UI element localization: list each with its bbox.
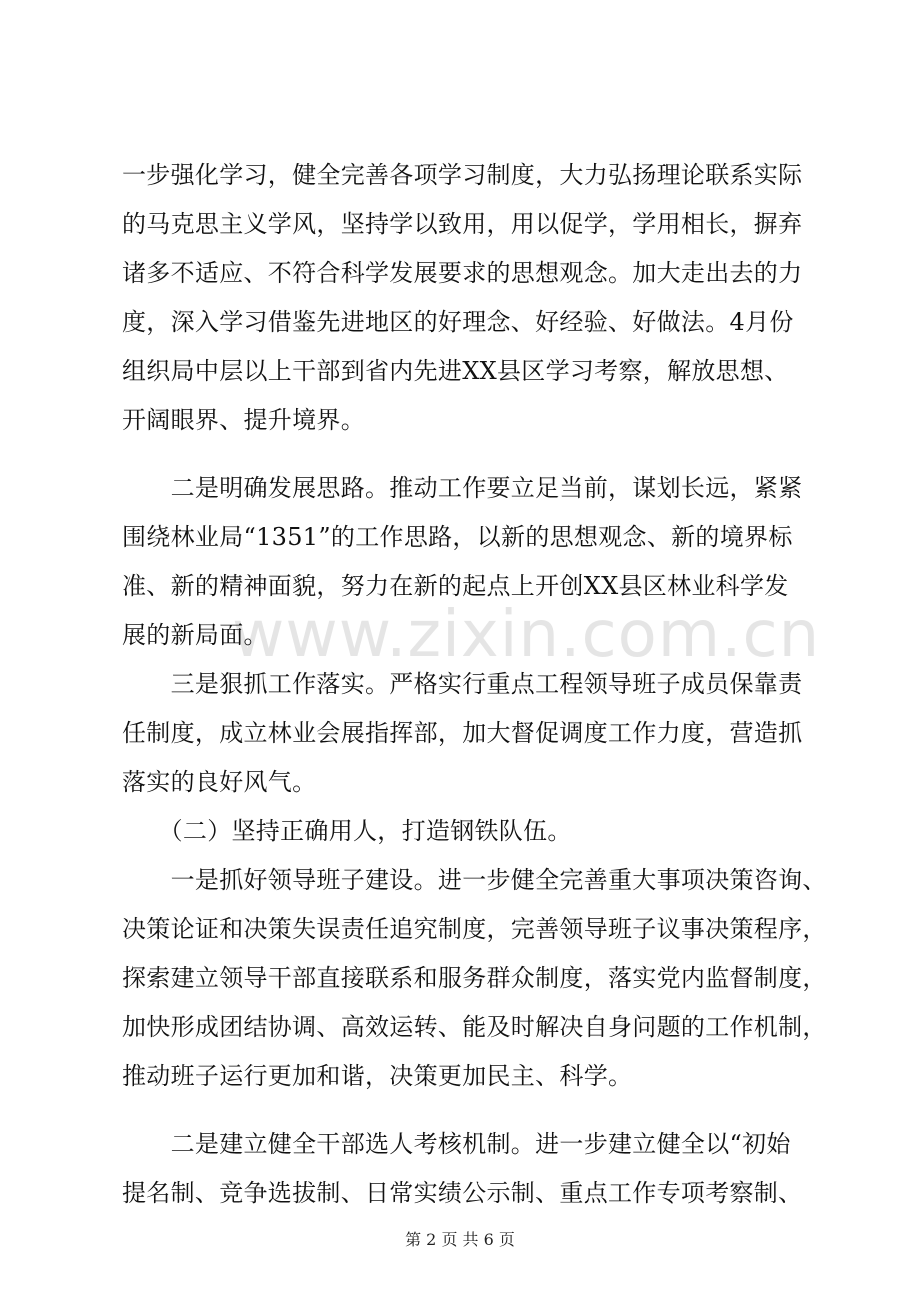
text-line: 一是抓好领导班子建设。进一步健全完善重大事项决策咨询、 xyxy=(122,866,827,894)
watermark: www.zixin.com.cn xyxy=(232,598,821,672)
text-line: 展的新局面。 xyxy=(122,621,268,649)
section-heading: （二）坚持正确用人，打造钢铁队伍。 xyxy=(122,817,572,845)
text-line: 二是明确发展思路。推动工作要立足当前，谋划长远，紧紧 xyxy=(122,474,803,502)
text-line: 一步强化学习，健全完善各项学习制度，大力弘扬理论联系实际 xyxy=(122,161,803,189)
page-number: 第 2 页 共 6 页 xyxy=(405,1230,515,1249)
text-line: 落实的良好风气。 xyxy=(122,768,317,796)
text-line: 推动班子运行更加和谐，决策更加民主、科学。 xyxy=(122,1062,633,1090)
text-line: 二是建立健全干部选人考核机制。进一步建立健全以“初始 xyxy=(122,1130,791,1158)
text-line: 开阔眼界、提升境界。 xyxy=(122,406,365,434)
text-line: 度，深入学习借鉴先进地区的好理念、好经验、好做法。4月份 xyxy=(122,308,794,336)
text-line: 准、新的精神面貌，努力在新的起点上开创XX县区林业科学发 xyxy=(122,572,789,600)
text-line: 决策论证和决策失误责任追究制度，完善领导班子议事决策程序， xyxy=(122,915,827,943)
text-line: 围绕林业局“1351”的工作思路，以新的思想观念、新的境界标 xyxy=(122,523,793,551)
text-line: 探索建立领导干部直接联系和服务群众制度，落实党内监督制度， xyxy=(122,964,827,992)
text-line: 提名制、竞争选拔制、日常实绩公示制、重点工作专项考察制、 xyxy=(122,1179,803,1207)
text-line: 组织局中层以上干部到省内先进XX县区学习考察，解放思想、 xyxy=(122,357,789,385)
text-line: 三是狠抓工作落实。严格实行重点工程领导班子成员保靠责 xyxy=(122,670,803,698)
text-line: 诸多不适应、不符合科学发展要求的思想观念。加大走出去的力 xyxy=(122,259,803,287)
text-line: 的马克思主义学风，坚持学以致用，用以促学，学用相长，摒弃 xyxy=(122,210,803,238)
text-line: 加快形成团结协调、高效运转、能及时解决自身问题的工作机制， xyxy=(122,1013,827,1041)
text-line: 任制度，成立林业会展指挥部，加大督促调度工作力度，营造抓 xyxy=(122,719,803,747)
